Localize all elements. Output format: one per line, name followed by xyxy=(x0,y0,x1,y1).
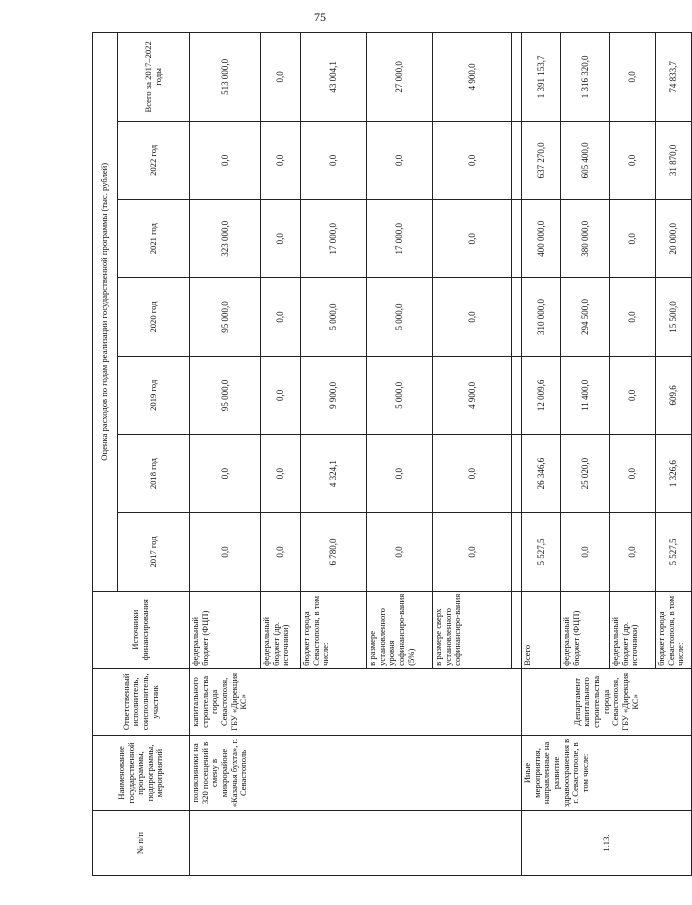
value-cell: 0,0 xyxy=(261,434,301,512)
value-cell: 6 780,0 xyxy=(301,513,367,591)
header-total: Всего за 2017–2022 годы xyxy=(118,33,190,122)
value-cell: 0,0 xyxy=(261,121,301,199)
value-cell: 95 000,0 xyxy=(190,356,261,434)
value-cell: 0,0 xyxy=(261,356,301,434)
value-cell: 0,0 xyxy=(301,121,367,199)
value-cell: 0,0 xyxy=(261,200,301,278)
header-year: 2018 год xyxy=(118,434,190,512)
header-year: 2021 год xyxy=(118,200,190,278)
value-cell: 4 324,1 xyxy=(301,434,367,512)
total-cell: 4 900,0 xyxy=(433,33,512,122)
value-cell: 323 000,0 xyxy=(190,200,261,278)
rotated-table-wrapper xyxy=(92,32,686,876)
empty-cell xyxy=(512,434,522,512)
source-cell: бюджет города Севастополя, в том числе: xyxy=(301,591,367,668)
value-cell: 0,0 xyxy=(367,434,433,512)
table-row xyxy=(190,33,261,876)
value-cell: 0,0 xyxy=(433,200,512,278)
value-cell: 5 000,0 xyxy=(301,278,367,356)
value-cell: 26 346,6 xyxy=(522,434,561,512)
empty-cell xyxy=(512,591,522,668)
block1-responsible: капитального строительства города Севастополя, ГБУ «Дирекция КС» xyxy=(190,668,522,735)
value-cell: 5 000,0 xyxy=(367,356,433,434)
header-num: № п/п xyxy=(93,811,190,876)
header-year: 2020 год xyxy=(118,278,190,356)
source-cell: Всего xyxy=(522,591,561,668)
empty-cell xyxy=(512,278,522,356)
header-responsible: Ответственный исполнитель, соисполнитель, участник xyxy=(93,668,190,735)
header-year: 2019 год xyxy=(118,356,190,434)
value-cell: 0,0 xyxy=(433,513,512,591)
block2-responsible: Департамент капитального строительства города Севастополя, ГБУ «Дирекция КС» xyxy=(522,668,692,735)
total-cell: 1 316 320,0 xyxy=(561,33,610,122)
value-cell: 31 870,0 xyxy=(656,121,692,199)
empty-cell xyxy=(512,513,522,591)
value-cell: 95 000,0 xyxy=(190,278,261,356)
header-estimate-group: Оценка расходов по годам реализации государственной программы (тыс. рублей) xyxy=(93,33,118,592)
block2-name: Иные мероприятия, направленные на развитие здравоохранения в г. Севастополе, в том числе: xyxy=(522,735,692,810)
total-cell: 513 000,0 xyxy=(190,33,261,122)
value-cell: 5 000,0 xyxy=(367,278,433,356)
value-cell: 0,0 xyxy=(190,434,261,512)
total-cell: 1 391 153,7 xyxy=(522,33,561,122)
value-cell: 637 270,0 xyxy=(522,121,561,199)
source-cell: федеральный бюджет (др. источники) xyxy=(610,591,656,668)
empty-cell xyxy=(512,356,522,434)
total-cell: 74 833,7 xyxy=(656,33,692,122)
header-source: Источники финансирования xyxy=(93,591,190,668)
value-cell: 0,0 xyxy=(561,513,610,591)
value-cell: 11 400,0 xyxy=(561,356,610,434)
empty-cell xyxy=(512,33,522,122)
value-cell: 0,0 xyxy=(190,121,261,199)
total-cell: 0,0 xyxy=(261,33,301,122)
value-cell: 0,0 xyxy=(190,513,261,591)
header-name: Наименование государственной программы, подпрограммы, мероприятий xyxy=(93,735,190,810)
value-cell: 17 000,0 xyxy=(367,200,433,278)
source-cell: федеральный бюджет (др. источники) xyxy=(261,591,301,668)
value-cell: 0,0 xyxy=(610,356,656,434)
value-cell: 1 326,6 xyxy=(656,434,692,512)
total-cell: 0,0 xyxy=(610,33,656,122)
value-cell: 380 000,0 xyxy=(561,200,610,278)
value-cell: 5 527,5 xyxy=(522,513,561,591)
value-cell: 0,0 xyxy=(367,121,433,199)
value-cell: 400 000,0 xyxy=(522,200,561,278)
value-cell: 9 900,0 xyxy=(301,356,367,434)
source-cell: федеральный бюджет (ФЦП) xyxy=(190,591,261,668)
value-cell: 0,0 xyxy=(610,278,656,356)
value-cell: 609,6 xyxy=(656,356,692,434)
value-cell: 0,0 xyxy=(261,278,301,356)
value-cell: 0,0 xyxy=(367,513,433,591)
value-cell: 4 900,0 xyxy=(433,356,512,434)
value-cell: 15 500,0 xyxy=(656,278,692,356)
source-cell: федеральный бюджет (ФЦП) xyxy=(561,591,610,668)
value-cell: 17 000,0 xyxy=(301,200,367,278)
value-cell: 0,0 xyxy=(610,513,656,591)
total-cell: 27 000,0 xyxy=(367,33,433,122)
value-cell: 0,0 xyxy=(433,434,512,512)
total-cell: 43 004,1 xyxy=(301,33,367,122)
value-cell: 310 000,0 xyxy=(522,278,561,356)
header-year: 2022 год xyxy=(118,121,190,199)
source-cell: бюджет города Севастополя, в том числе: xyxy=(656,591,692,668)
value-cell: 294 500,0 xyxy=(561,278,610,356)
table-row xyxy=(522,33,561,876)
value-cell: 12 009,6 xyxy=(522,356,561,434)
budget-table xyxy=(92,32,692,876)
source-cell: в размере установленного уровня софинансиро-вания (5%) xyxy=(367,591,433,668)
value-cell: 605 400,0 xyxy=(561,121,610,199)
value-cell: 0,0 xyxy=(261,513,301,591)
empty-cell xyxy=(512,200,522,278)
source-cell: в размере сверх установленного софинансиро-вания xyxy=(433,591,512,668)
value-cell: 20 000,0 xyxy=(656,200,692,278)
empty-cell xyxy=(512,121,522,199)
value-cell: 0,0 xyxy=(433,121,512,199)
header-year: 2017 год xyxy=(118,513,190,591)
block1-name: поликлиники на 320 посещений в смену в микрорайоне «Казачья бухта», г. Севастополь xyxy=(190,735,522,810)
value-cell: 0,0 xyxy=(433,278,512,356)
cell-num xyxy=(190,811,522,876)
header-row-1 xyxy=(93,33,118,876)
value-cell: 25 020,0 xyxy=(561,434,610,512)
value-cell: 0,0 xyxy=(610,434,656,512)
block2-num: 1.13. xyxy=(522,811,692,876)
value-cell: 0,0 xyxy=(610,121,656,199)
value-cell: 0,0 xyxy=(610,200,656,278)
page-number: 75 xyxy=(314,10,326,24)
value-cell: 5 527,5 xyxy=(656,513,692,591)
